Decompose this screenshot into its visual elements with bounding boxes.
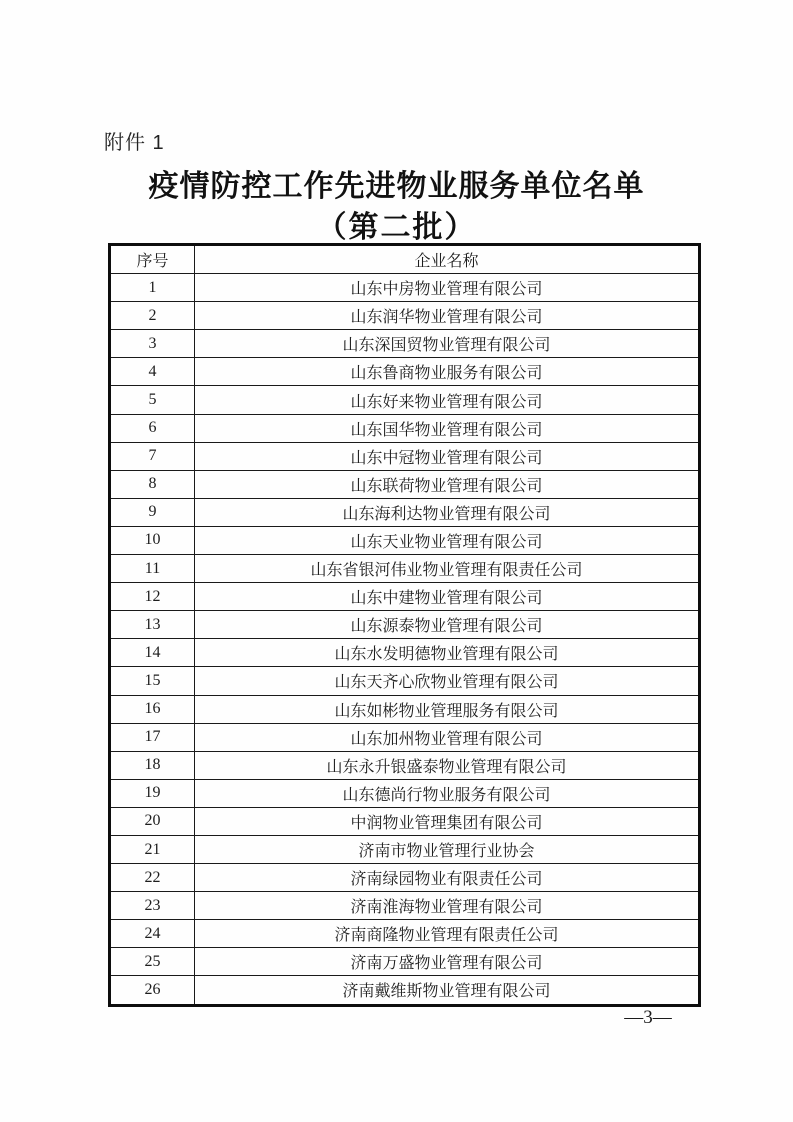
- table-row: [110, 611, 700, 639]
- column-header-company-name: 企业名称: [195, 245, 700, 274]
- row-index: 21: [110, 835, 195, 863]
- page-number: —3—: [624, 1007, 672, 1028]
- company-table: [108, 243, 701, 1007]
- company-name: 山东天业物业管理有限公司: [195, 526, 700, 554]
- company-name: 山东国华物业管理有限公司: [195, 414, 700, 442]
- table-row: [110, 723, 700, 751]
- company-name: 山东永升银盛泰物业管理有限公司: [195, 751, 700, 779]
- company-name: 山东中冠物业管理有限公司: [195, 442, 700, 470]
- company-name: 山东中房物业管理有限公司: [195, 274, 700, 302]
- row-index: 1: [110, 274, 195, 302]
- table-row: [110, 526, 700, 554]
- table-row: [110, 583, 700, 611]
- company-name: 济南市物业管理行业协会: [195, 835, 700, 863]
- table-row: [110, 892, 700, 920]
- row-index: 9: [110, 498, 195, 526]
- row-index: 25: [110, 948, 195, 976]
- row-index: 3: [110, 330, 195, 358]
- row-index: 23: [110, 892, 195, 920]
- row-index: 5: [110, 386, 195, 414]
- company-name: 济南戴维斯物业管理有限公司: [195, 976, 700, 1005]
- company-name: 山东源泰物业管理有限公司: [195, 611, 700, 639]
- row-index: 17: [110, 723, 195, 751]
- row-index: 16: [110, 695, 195, 723]
- company-name: 山东如彬物业管理服务有限公司: [195, 695, 700, 723]
- table-row: [110, 274, 700, 302]
- table-row: [110, 667, 700, 695]
- table-row: [110, 920, 700, 948]
- row-index: 7: [110, 442, 195, 470]
- company-name: 山东德尚行物业服务有限公司: [195, 779, 700, 807]
- table-row: [110, 751, 700, 779]
- row-index: 6: [110, 414, 195, 442]
- table-row: [110, 555, 700, 583]
- table-row: [110, 302, 700, 330]
- table-row: [110, 358, 700, 386]
- document-title: 疫情防控工作先进物业服务单位名单: [148, 170, 645, 203]
- company-name: 山东海利达物业管理有限公司: [195, 498, 700, 526]
- company-name: 济南商隆物业管理有限责任公司: [195, 920, 700, 948]
- column-header-index: 序号: [110, 245, 195, 274]
- company-name: 山东深国贸物业管理有限公司: [195, 330, 700, 358]
- table-row: [110, 948, 700, 976]
- company-name: 山东水发明德物业管理有限公司: [195, 639, 700, 667]
- row-index: 20: [110, 807, 195, 835]
- row-index: 8: [110, 470, 195, 498]
- company-name: 山东加州物业管理有限公司: [195, 723, 700, 751]
- document-subtitle: （第二批）: [316, 211, 477, 244]
- row-index: 19: [110, 779, 195, 807]
- table-row: [110, 639, 700, 667]
- row-index: 11: [110, 555, 195, 583]
- attachment-label: 附件 1: [104, 132, 165, 154]
- row-index: 14: [110, 639, 195, 667]
- table-row: [110, 835, 700, 863]
- company-name: 山东省银河伟业物业管理有限责任公司: [195, 555, 700, 583]
- row-index: 22: [110, 864, 195, 892]
- table-row: [110, 864, 700, 892]
- row-index: 4: [110, 358, 195, 386]
- table-row: [110, 414, 700, 442]
- row-index: 12: [110, 583, 195, 611]
- company-name: 中润物业管理集团有限公司: [195, 807, 700, 835]
- table-row: [110, 807, 700, 835]
- table-header-row: [110, 245, 700, 274]
- row-index: 26: [110, 976, 195, 1005]
- company-name: 山东中建物业管理有限公司: [195, 583, 700, 611]
- row-index: 24: [110, 920, 195, 948]
- company-name: 济南万盛物业管理有限公司: [195, 948, 700, 976]
- company-name: 山东天齐心欣物业管理有限公司: [195, 667, 700, 695]
- row-index: 13: [110, 611, 195, 639]
- table-row: [110, 470, 700, 498]
- company-name: 山东联荷物业管理有限公司: [195, 470, 700, 498]
- row-index: 10: [110, 526, 195, 554]
- table-row: [110, 498, 700, 526]
- row-index: 2: [110, 302, 195, 330]
- table-row: [110, 330, 700, 358]
- row-index: 18: [110, 751, 195, 779]
- table-row: [110, 976, 700, 1005]
- row-index: 15: [110, 667, 195, 695]
- table-row: [110, 779, 700, 807]
- company-name: 济南淮海物业管理有限公司: [195, 892, 700, 920]
- company-name: 济南绿园物业有限责任公司: [195, 864, 700, 892]
- table-row: [110, 386, 700, 414]
- company-name: 山东润华物业管理有限公司: [195, 302, 700, 330]
- company-name: 山东好来物业管理有限公司: [195, 386, 700, 414]
- table-row: [110, 695, 700, 723]
- company-name: 山东鲁商物业服务有限公司: [195, 358, 700, 386]
- table-row: [110, 442, 700, 470]
